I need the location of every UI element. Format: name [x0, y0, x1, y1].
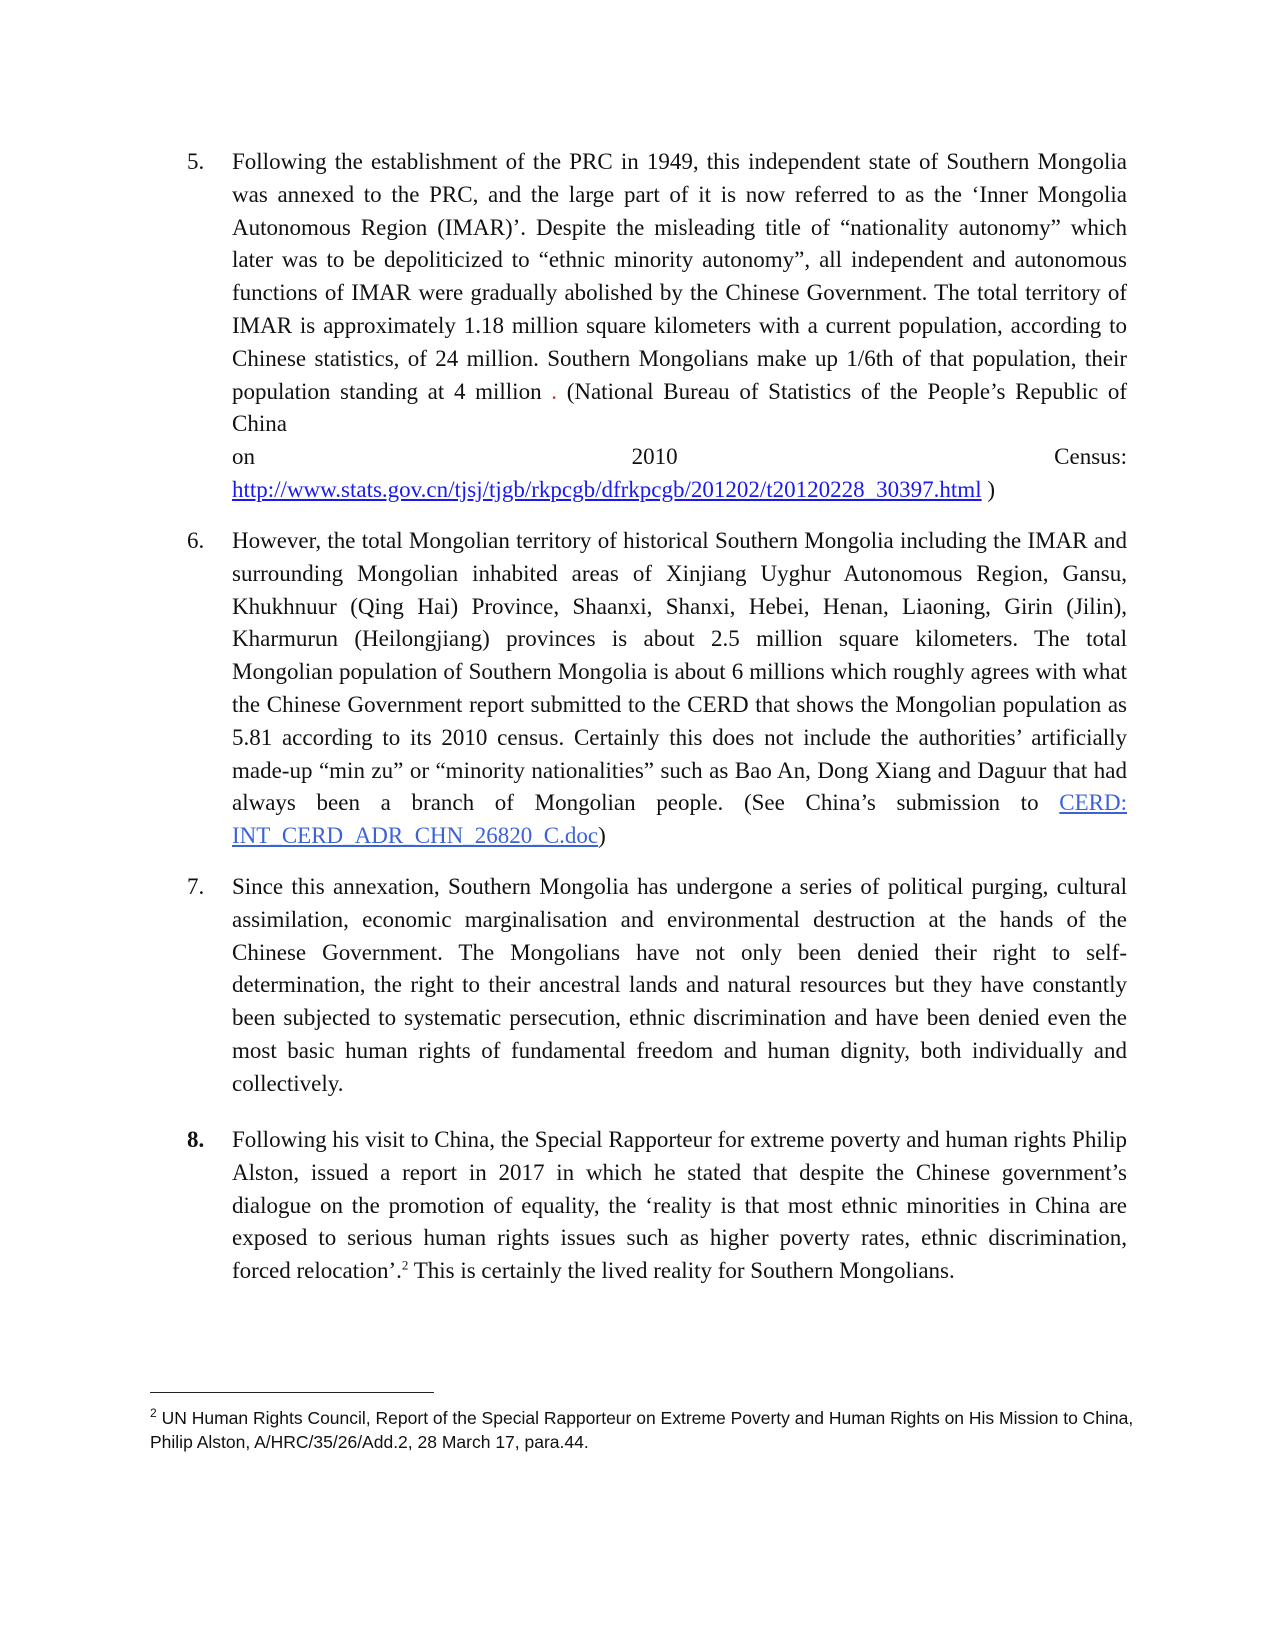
footnote-separator [150, 1392, 434, 1393]
paragraph-number: 5. [187, 149, 205, 174]
paragraph-text: Following his visit to China, the Special Rapporteur for extreme poverty and human rights Philip Alston, issued a report in 2017 in which he stated that despite the Chinese government’s dialogue on the promotion of equality, the ‘reality is that most ethnic minorities in China are exposed to serious human rights issues such as higher poverty rates, ethnic discrimination, forced relocation’. [232, 1127, 1127, 1284]
paragraph-text-continued: This is certainly the lived reality for Southern Mongolians. [413, 1258, 955, 1284]
paragraph-5 [187, 146, 1127, 507]
paragraph-body [232, 146, 1127, 507]
paragraph-number: 6. [187, 528, 205, 553]
cerd-document-link[interactable]: CERD: INT_CERD_ADR_CHN_26820_C.doc [232, 790, 1127, 849]
paragraph-text: Following the establishment of the PRC in 1949, this independent state of Southern Mongolia was annexed to the PRC, and the large part of it is now referred to as the ‘Inner Mongolia Autonomous Region (IMAR)’. Despite the misleading title of “nationality autonomy” which later was to be depoliticized to “ethnic minority autonomy”, all independent and autonomous functions of IMAR were gradually abolished by the Chinese Government. The total territory of IMAR is approximately 1.18 million square kilometers with a current population, according to Chinese statistics, of 24 million. Southern Mongolians make up 1/6th of that population, their population standing at 4 million [232, 149, 1127, 404]
spread-word: on [232, 444, 255, 470]
spread-word: Census: [1054, 444, 1127, 470]
paragraph-text: Since this annexation, Southern Mongolia has undergone a series of political purging, cultural assimilation, economic marginalisation and environmental destruction at the hands of the Chinese Government. The Mongolians have not only been denied their right to self-determination, the right to their ancestral lands and natural resources but they have constantly been subjected to systematic persecution, ethnic discrimination and have been denied even the most basic human rights of fundamental freedom and human dignity, both individually and collectively. [232, 874, 1127, 1096]
closing-paren: ) [598, 823, 606, 849]
paragraph-body [232, 871, 1127, 1101]
paragraph-body [232, 1124, 1127, 1288]
footnote [150, 1406, 1135, 1454]
paragraph-number: 8. [187, 1127, 205, 1152]
paragraph-7 [187, 871, 1127, 1101]
paragraph-6 [187, 525, 1127, 853]
stats-gov-link[interactable]: http://www.stats.gov.cn/tjsj/tjgb/rkpcgb/dfrkpcgb/201202/t20120228_30397.html [232, 476, 982, 502]
paragraph-body [232, 525, 1127, 853]
spread-line [232, 441, 1127, 474]
source-link-line [232, 474, 1127, 507]
paragraph-text: However, the total Mongolian territory of historical Southern Mongolia including the IMAR and surrounding Mongolian inhabited areas of Xinjiang Uyghur Autonomous Region, Gansu, Khukhnuur (Qing Hai) Province, Shaanxi, Shanxi, Hebei, Henan, Liaoning, Girin (Jilin), Kharmurun (Heilongjiang) provinces is about 2.5 million square kilometers. The total Mongolian population of Southern Mongolia is about 6 millions which roughly agrees with what the Chinese Government report submitted to the CERD that shows the Mongolian population as 5.81 according to its 2010 census. Certainly this does not include the authorities’ artificially made-up “min zu” or “minority nationalities” such as Bao An, Dong Xiang and Daguur that had always been a branch of Mongolian people. (See China’s submission to [232, 528, 1127, 816]
paragraph-text-continued: (National Bureau of Statistics of the People’s Republic of China [232, 378, 1128, 437]
footnote-text: UN Human Rights Council, Report of the Special Rapporteur on Extreme Poverty and Human Rights on His Mission to China, Philip Alston, A/HRC/35/26/Add.2, 28 March 17, para.44. [150, 1408, 1134, 1452]
spread-word: 2010 [631, 444, 678, 470]
paragraph-number: 7. [187, 874, 205, 899]
paragraph-8 [187, 1124, 1127, 1288]
closing-paren: ) [987, 476, 996, 502]
stray-dot: . [551, 378, 558, 404]
footnote-mark: 2 [150, 1406, 157, 1421]
footnote-reference[interactable]: 2 [401, 1257, 409, 1273]
